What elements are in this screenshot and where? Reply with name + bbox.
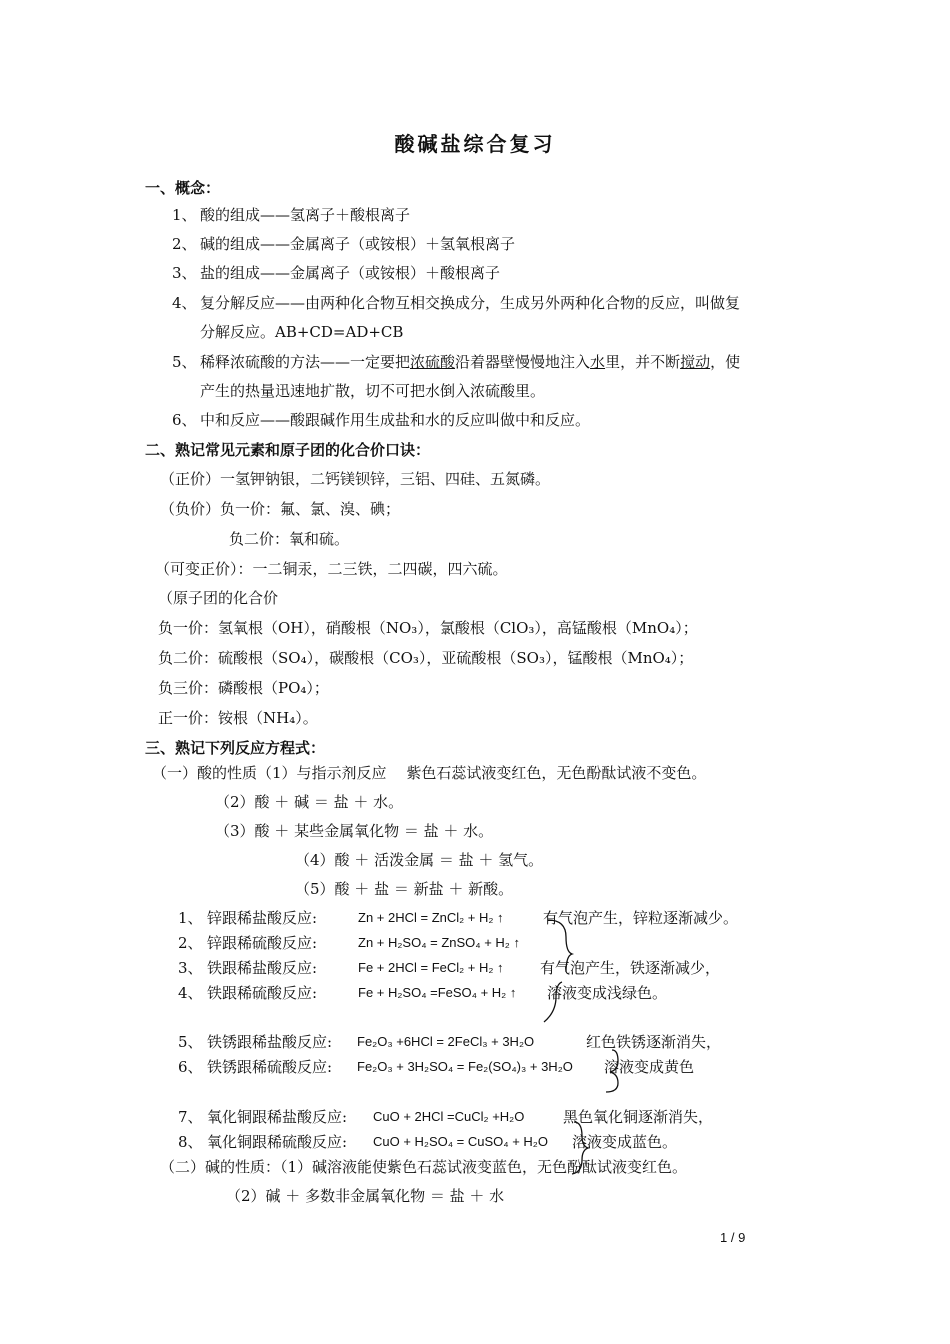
item-4-line2: 分解反应。AB+CD=AD+CB bbox=[200, 323, 404, 341]
reaction-3-num: 3、 bbox=[178, 959, 203, 977]
reaction-7-note: 黑色氧化铜逐渐消失， bbox=[563, 1108, 714, 1126]
reaction-8-note: 溶液变成蓝色。 bbox=[572, 1133, 678, 1151]
section-3-heading: 三、熟记下列反应方程式： bbox=[145, 739, 326, 757]
valence-negative-2: 负二价：氧和硫。 bbox=[229, 530, 350, 548]
document-title: 酸碱盐综合复习 bbox=[394, 132, 556, 156]
item-5-b: 浓硫酸 bbox=[410, 353, 456, 371]
brace-reactions-1-4 bbox=[540, 912, 580, 1027]
reaction-6-equation: Fe₂O₃ + 3H₂SO₄ = Fe₂(SO₄)₃ + 3H₂O bbox=[357, 1059, 573, 1074]
reaction-6-name: 铁锈跟稀硫酸反应: bbox=[207, 1058, 333, 1076]
reaction-3-note: 有气泡产生，铁逐渐减少， bbox=[540, 959, 721, 977]
reaction-6-note: 溶液变成黄色 bbox=[604, 1058, 695, 1076]
reaction-5-equation: Fe₂O₃ +6HCl = 2FeCl₃ + 3H₂O bbox=[357, 1034, 535, 1049]
item-5-line1 bbox=[200, 352, 740, 372]
acid-prop-4: （4）酸 ＋ 活泼金属 ＝ 盐 ＋ 氢气。 bbox=[295, 851, 544, 869]
radical-neg3: 负三价：磷酸根（PO₄）； bbox=[158, 679, 329, 697]
acid-prop-2: （2）酸 ＋ 碱 ＝ 盐 ＋ 水。 bbox=[215, 793, 404, 811]
valence-negative-1: （负价）负一价：氟、氯、溴、碘； bbox=[160, 500, 401, 518]
item-3-text: 盐的组成——金属离子（或铵根）＋酸根离子 bbox=[200, 264, 501, 282]
item-5-num: 5、 bbox=[172, 353, 197, 371]
item-2-text: 碱的组成——金属离子（或铵根）＋氢氧根离子 bbox=[200, 235, 516, 253]
valence-variable: （可变正价）：一二铜汞，二三铁，二四碳，四六硫。 bbox=[155, 560, 508, 578]
base-prop-1: （二）碱的性质：（1）碱溶液能使紫色石蕊试液变蓝色，无色酚酞试液变红色。 bbox=[160, 1158, 688, 1176]
reaction-4-num: 4、 bbox=[178, 984, 203, 1002]
item-5-f: 搅动 bbox=[680, 353, 711, 371]
item-5-e: 里，并不断 bbox=[605, 353, 681, 371]
reaction-5-name: 铁锈跟稀盐酸反应: bbox=[207, 1033, 333, 1051]
reaction-4-note: 溶液变成浅绿色。 bbox=[547, 984, 668, 1002]
reaction-5-note: 红色铁锈逐渐消失， bbox=[586, 1033, 722, 1051]
acid-prop-1: （一）酸的性质（1）与指示剂反应 紫色石蕊试液变红色，无色酚酞试液不变色。 bbox=[152, 764, 707, 782]
item-2-num: 2、 bbox=[172, 235, 197, 253]
valence-positive: （正价）一氢钾钠银，二钙镁钡锌，三铝、四硅、五氮磷。 bbox=[160, 470, 551, 488]
radical-neg2: 负二价：硫酸根（SO₄），碳酸根（CO₃），亚硫酸根（SO₃），锰酸根（MnO₄）； bbox=[158, 649, 694, 667]
radical-pos1: 正一价：铵根（NH₄）。 bbox=[158, 709, 318, 727]
reaction-8-num: 8、 bbox=[178, 1133, 203, 1151]
acid-prop-3: （3）酸 ＋ 某些金属氧化物 ＝ 盐 ＋ 水。 bbox=[215, 822, 494, 840]
reaction-4-equation: Fe + H₂SO₄ =FeSO₄ + H₂ ↑ bbox=[358, 985, 517, 1000]
item-6-text: 中和反应——酸跟碱作用生成盐和水的反应叫做中和反应。 bbox=[200, 411, 591, 429]
item-1-num: 1、 bbox=[172, 206, 197, 224]
reaction-8-name: 氧化铜跟稀硫酸反应: bbox=[207, 1133, 348, 1151]
page-number: 1 / 9 bbox=[720, 1230, 746, 1245]
reaction-4-name: 铁跟稀硫酸反应: bbox=[207, 984, 318, 1002]
radical-neg1: 负一价：氢氧根（OH），硝酸根（NO₃），氯酸根（ClO₃），高锰酸根（MnO₄）； bbox=[158, 619, 698, 637]
reaction-1-equation: Zn + 2HCl = ZnCl₂ + H₂ ↑ bbox=[358, 910, 504, 925]
reaction-7-name: 氧化铜跟稀盐酸反应: bbox=[207, 1108, 348, 1126]
reaction-2-equation: Zn + H₂SO₄ = ZnSO₄ + H₂ ↑ bbox=[358, 935, 520, 950]
reaction-8-equation: CuO + H₂SO₄ = CuSO₄ + H₂O bbox=[373, 1134, 548, 1149]
item-5-c: 沿着器壁慢慢地注入 bbox=[455, 353, 591, 371]
item-5-d: 水 bbox=[590, 353, 606, 371]
brace-reactions-5-6 bbox=[598, 1046, 628, 1096]
section-2-heading: 二、熟记常见元素和原子团的化合价口诀： bbox=[145, 441, 431, 459]
item-4-line1: 复分解反应——由两种化合物互相交换成分，生成另外两种化合物的反应，叫做复 bbox=[200, 294, 741, 312]
radical-heading: （原子团的化合价 bbox=[158, 589, 279, 607]
reaction-7-equation: CuO + 2HCl =CuCl₂ +H₂O bbox=[373, 1109, 525, 1124]
item-5-g: ，使 bbox=[710, 353, 741, 371]
reaction-3-name: 铁跟稀盐酸反应: bbox=[207, 959, 318, 977]
item-6-num: 6、 bbox=[172, 411, 197, 429]
section-1-heading: 一、概念： bbox=[145, 179, 221, 197]
item-5-a: 稀释浓硫酸的方法——一定要把 bbox=[200, 353, 411, 371]
base-prop-2: （2）碱 ＋ 多数非金属氧化物 ＝ 盐 ＋ 水 bbox=[226, 1187, 505, 1205]
reaction-7-num: 7、 bbox=[178, 1108, 203, 1126]
reaction-5-num: 5、 bbox=[178, 1033, 203, 1051]
reaction-2-num: 2、 bbox=[178, 934, 203, 952]
item-3-num: 3、 bbox=[172, 264, 197, 282]
acid-prop-5: （5）酸 ＋ 盐 ＝ 新盐 ＋ 新酸。 bbox=[295, 880, 514, 898]
reaction-1-num: 1、 bbox=[178, 909, 203, 927]
reaction-6-num: 6、 bbox=[178, 1058, 203, 1076]
reaction-2-name: 锌跟稀硫酸反应: bbox=[207, 934, 318, 952]
item-1-text: 酸的组成——氢离子＋酸根离子 bbox=[200, 206, 411, 224]
item-4-num: 4、 bbox=[172, 294, 197, 312]
reaction-1-note: 有气泡产生，锌粒逐渐减少。 bbox=[543, 909, 739, 927]
reaction-1-name: 锌跟稀盐酸反应: bbox=[207, 909, 318, 927]
reaction-3-equation: Fe + 2HCl = FeCl₂ + H₂ ↑ bbox=[358, 960, 504, 975]
item-5-line2: 产生的热量迅速地扩散，切不可把水倒入浓硫酸里。 bbox=[200, 382, 546, 400]
